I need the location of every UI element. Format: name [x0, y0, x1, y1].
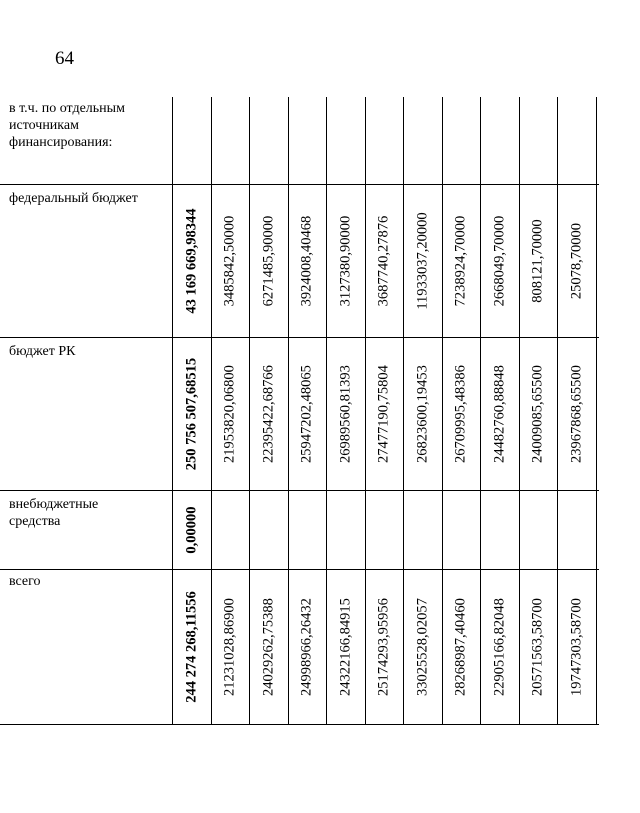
table-cell: 24322166,84915 [337, 597, 353, 696]
table-cell: 28268987,40460 [452, 597, 469, 696]
row-label-extrabudgetary: внебюджетные средства [9, 497, 99, 529]
table-cell: 24009085,65500 [529, 364, 546, 463]
table-cell: 808121,70000 [529, 218, 546, 303]
row-label-rk-budget: бюджет РК [9, 344, 76, 359]
row-label-federal-budget: федеральный бюджет [9, 191, 138, 206]
table-cell: 23967868,65500 [568, 364, 584, 463]
table-cell: 21231028,86900 [221, 597, 238, 696]
row-label-sources: в т.ч. по отдельным источникам финансирования: [9, 101, 125, 150]
table-cell: 24029262,75388 [260, 597, 276, 696]
table-cell: 0,00000 [183, 505, 199, 554]
table-cell: 6271485,90000 [260, 215, 276, 306]
table-cell: 43 169 669,98344 [183, 207, 199, 314]
table-cell: 25078,70000 [568, 222, 584, 299]
table-cell: 244 274 268,11556 [183, 590, 199, 703]
table-cell: 2668049,70000 [491, 215, 507, 306]
table-cell: 25947202,48065 [298, 364, 315, 463]
table-cell: 250 756 507,68515 [183, 357, 199, 470]
row-label-total: всего [9, 574, 41, 589]
table-cell: 20571563,58700 [529, 597, 546, 696]
table-cell: 21953820,06800 [221, 364, 238, 463]
table-cell: 33025528,02057 [414, 597, 430, 696]
budget-table [0, 97, 599, 725]
table-cell: 7238924,70000 [452, 215, 469, 306]
table-cell: 3924008,40468 [298, 215, 315, 306]
table-cell: 11933037,20000 [414, 211, 430, 310]
table-cell: 26709995,48386 [452, 364, 469, 463]
table-cell: 3687740,27876 [375, 215, 392, 306]
table-cell: 3127380,90000 [337, 215, 353, 306]
table-cell: 3485842,50000 [221, 215, 238, 306]
table-cell: 26823600,19453 [414, 364, 430, 463]
table-cell: 22905166,82048 [491, 597, 507, 696]
table-cell: 24998966,26432 [298, 597, 315, 696]
page-number: 64 [55, 48, 74, 69]
table-cell: 27477190,75804 [375, 364, 392, 463]
table-cell: 26989560,81393 [337, 364, 353, 463]
table-cell: 25174293,95956 [375, 597, 392, 696]
table-cell: 24482760,88848 [491, 364, 507, 463]
table-cell: 22395422,68766 [260, 364, 276, 463]
table-cell: 19747303,58700 [568, 597, 584, 696]
